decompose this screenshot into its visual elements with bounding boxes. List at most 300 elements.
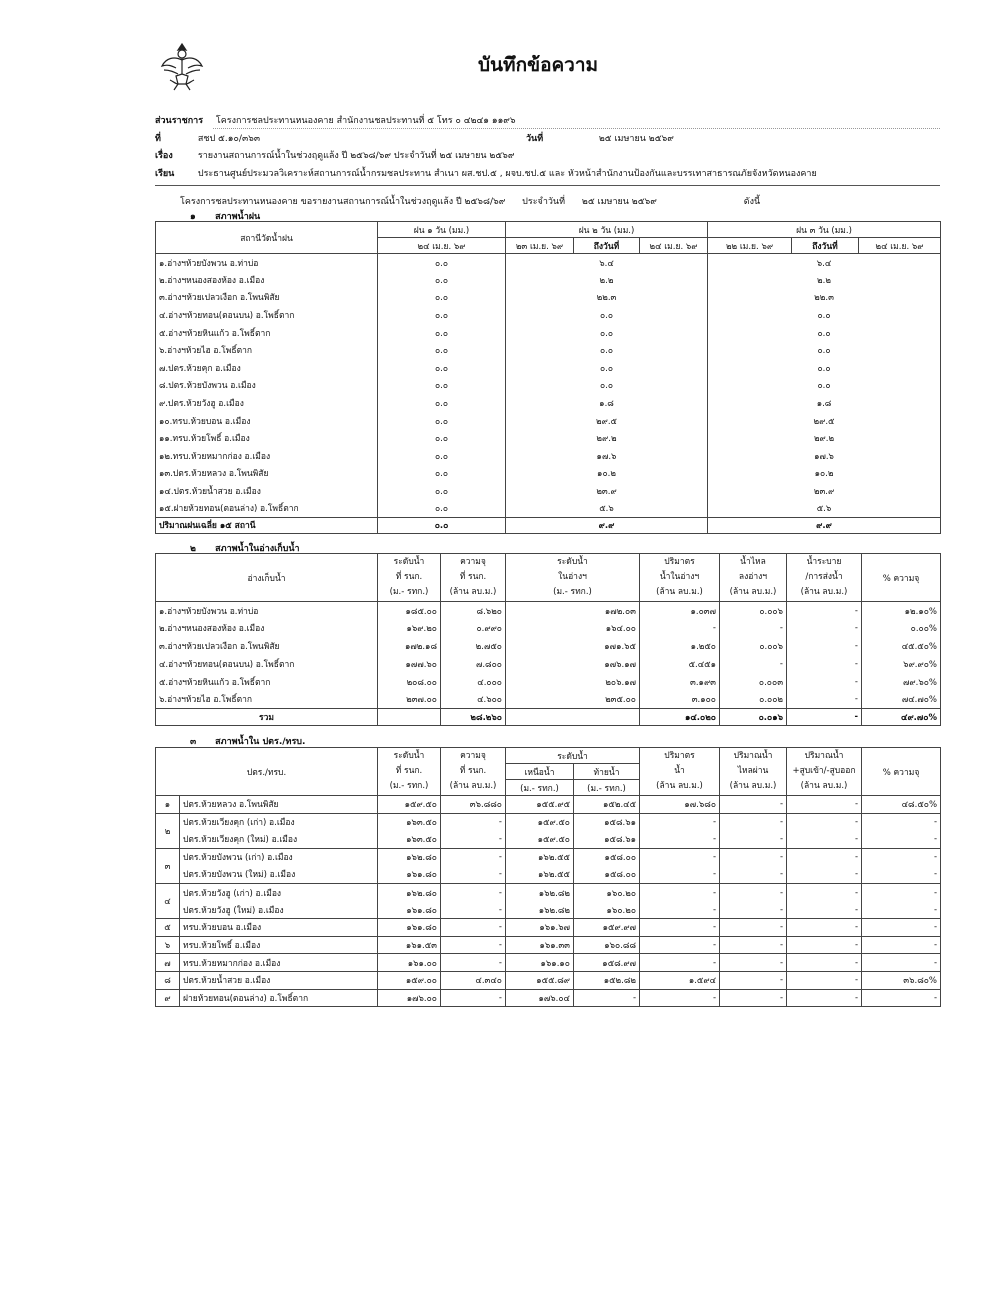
gates-cell: ๑๕๘.๙๗	[574, 954, 640, 972]
reservoir-cell: ๐.๐๐%	[862, 619, 941, 637]
reservoir-header-text: น้ำในอ่างฯ	[659, 572, 700, 582]
reservoir-table	[155, 553, 941, 726]
reservoir-cell: ๕.๔๕๑	[640, 655, 720, 673]
gates-cell: -	[720, 971, 787, 989]
reservoir-cell: ๒๐๖.๑๗	[506, 673, 640, 691]
rain-station-name: ๑๔.ปตร.ห้วยน้ำสวย อ.เมือง	[156, 482, 378, 500]
rain-2day-value: ๒๒.๓	[506, 289, 708, 307]
rain-header-2day: ฝน ๒ วัน (มม.)	[506, 222, 708, 238]
gates-cell: ๑๗๖.๐๔	[506, 989, 574, 1007]
rain-2day-value: ๕.๖	[506, 500, 708, 518]
rain-3day-value: ๒.๒	[708, 271, 941, 289]
reservoir-cell: ๓.๑๐๐	[640, 690, 720, 708]
reservoir-row	[156, 655, 941, 673]
reservoir-cell: ๑๘๕.๐๐	[378, 602, 441, 620]
gates-cell: -	[787, 883, 862, 901]
gates-row	[156, 919, 941, 937]
document-title: บันทึกข้อความ	[478, 54, 599, 76]
reservoir-cell: -	[720, 619, 787, 637]
reservoir-cell: -	[787, 602, 862, 620]
rain-row	[156, 377, 941, 395]
reservoir-header-pct: % ความจุ	[862, 554, 941, 602]
header-divider	[155, 185, 940, 186]
rain-station-name: ๑.อ่างฯห้วยบังพวน อ.ท่าบ่อ	[156, 254, 378, 272]
reservoir-header-text: ความจุ	[460, 557, 486, 567]
rain-1day-value: ๐.๐	[378, 500, 506, 518]
rain-1day-value: ๐.๐	[378, 359, 506, 377]
reservoir-header-text: (ล้าน ลบ.ม.)	[656, 587, 703, 597]
reservoir-row	[156, 619, 941, 637]
gates-header-text: +สูบเข้า/-สูบออก	[792, 766, 856, 776]
rain-2day-value: ๐.๐	[506, 341, 708, 359]
gates-cell: ๑๖๐.๒๐	[574, 883, 640, 901]
gates-header-text: (ม.- รทก.)	[389, 781, 429, 791]
reservoir-total-cell: ๒๘.๒๖๐	[441, 708, 506, 725]
gates-cell: -	[441, 936, 506, 954]
gates-cell: -	[862, 813, 941, 831]
gates-cell: -	[441, 848, 506, 866]
reservoir-cell: ๑๗๑.๖๕	[506, 637, 640, 655]
rain-row	[156, 412, 941, 430]
gates-group-number: ๙	[156, 989, 180, 1007]
gates-cell: ๑๖๑.๕๓	[378, 936, 441, 954]
rain-row	[156, 324, 941, 342]
rain-header-date: ๒๔ เม.ย. ๖๙	[640, 238, 708, 254]
reservoir-name: ๕.อ่างฯห้วยหินแก้ว อ.โพธิ์ตาก	[156, 673, 378, 691]
reservoir-cell: ๒๐๘.๐๐	[378, 673, 441, 691]
gates-cell: -	[862, 866, 941, 884]
gates-header-text: ไหลผ่าน	[737, 766, 769, 776]
gates-cell: -	[862, 831, 941, 849]
rain-row	[156, 500, 941, 518]
gates-row	[156, 936, 941, 954]
rain-3day-value: ๑๐.๒	[708, 465, 941, 483]
rain-1day-value: ๐.๐	[378, 254, 506, 272]
rain-3day-value: ๑๗.๖	[708, 447, 941, 465]
intro-suffix: ดังนี้	[743, 197, 761, 207]
rain-3day-value: ๖.๔	[708, 254, 941, 272]
gates-cell: ๑๕๙.๕๐	[506, 813, 574, 831]
reservoir-cell: ๑๗๖.๑๗	[506, 655, 640, 673]
gates-cell: -	[720, 831, 787, 849]
reservoir-row	[156, 602, 941, 620]
rain-station-name: ๗.ปตร.ห้วยคุก อ.เมือง	[156, 359, 378, 377]
rain-station-name: ๑๒.ทรบ.ห้วยหมากก่อง อ.เมือง	[156, 447, 378, 465]
rain-2day-value: ๐.๐	[506, 306, 708, 324]
rain-2day-value: ๐.๐	[506, 324, 708, 342]
gates-cell: -	[787, 954, 862, 972]
gates-cell: -	[441, 813, 506, 831]
gates-cell: ๔.๓๔๐	[441, 971, 506, 989]
agency-value: โครงการชลประทานหนองคาย สำนักงานชลประทานที่ ๕ โทร ๐ ๔๒๔๑ ๑๑๙๖	[215, 116, 516, 126]
date-value: ๒๕ เมษายน ๒๕๖๙	[598, 134, 674, 144]
reservoir-header-name: อ่างเก็บน้ำ	[156, 554, 378, 602]
reservoir-name: ๖.อ่างฯห้วยไฮ อ.โพธิ์ตาก	[156, 690, 378, 708]
reservoir-cell: -	[787, 690, 862, 708]
reservoir-header-text: /การส่งน้ำ	[805, 572, 843, 582]
gates-cell: -	[720, 883, 787, 901]
section-rain-number: ๑	[190, 212, 196, 222]
section-gates-title: สภาพน้ำใน ปตร./ทรบ.	[215, 737, 306, 747]
rain-header-1day: ฝน ๑ วัน (มม.)	[378, 222, 506, 238]
gates-cell: ๑๕๘.๖๑	[574, 831, 640, 849]
rain-3day-value: ๑.๘	[708, 394, 941, 412]
gates-name: ปตร.ห้วยเวียงคุก (ใหม่) อ.เมือง	[180, 831, 378, 849]
reservoir-cell: ๓.๑๙๓	[640, 673, 720, 691]
gates-cell: -	[787, 813, 862, 831]
rain-row	[156, 254, 941, 272]
gates-group-number: ๕	[156, 919, 180, 937]
rain-header-date: ๒๒ เม.ย. ๖๙	[708, 238, 792, 254]
reservoir-cell: ๑.๐๓๗	[640, 602, 720, 620]
gates-cell: -	[441, 866, 506, 884]
gates-cell: ๑๖๒.๘๒	[506, 901, 574, 919]
gates-name: ทรบ.ห้วยโพธิ์ อ.เมือง	[180, 936, 378, 954]
reservoir-cell: ๔.๖๐๐	[441, 690, 506, 708]
rain-row	[156, 482, 941, 500]
gates-row	[156, 954, 941, 972]
reservoir-total-label: รวม	[156, 708, 378, 725]
reservoir-header-text: ลงอ่างฯ	[738, 572, 768, 582]
gates-cell: ๔๘.๕๐%	[862, 796, 941, 814]
rain-1day-value: ๐.๐	[378, 306, 506, 324]
gates-row	[156, 901, 941, 919]
rain-2day-value: ๖.๔	[506, 254, 708, 272]
gates-header-text: ระดับน้ำ	[393, 751, 425, 761]
gates-cell: -	[574, 989, 640, 1007]
intro-date-value: ๒๕ เมษายน ๒๕๖๙	[581, 197, 657, 207]
gates-header-waterlevel: ระดับน้ำ	[506, 748, 640, 764]
gates-cell: -	[720, 936, 787, 954]
reservoir-cell: ๒๓๕.๐๐	[506, 690, 640, 708]
gates-cell: -	[787, 919, 862, 937]
subject-value: รายงานสถานการณ์น้ำในช่วงฤดูแล้ง ปี ๒๕๖๘/๖๙ ประจำวันที่ ๒๕ เมษายน ๒๕๖๙	[197, 151, 515, 161]
intro-text: โครงการชลประทานหนองคาย ขอรายงานสถานการณ์น้ำในช่วงฤดูแล้ง ปี ๒๕๖๘/๖๙	[180, 197, 506, 207]
rain-row	[156, 289, 941, 307]
gates-cell: -	[720, 989, 787, 1007]
rain-average-value: ๙.๙	[708, 517, 941, 533]
gates-cell: -	[862, 919, 941, 937]
reservoir-cell: ๐.๐๐๖	[720, 602, 787, 620]
rain-3day-value: ๐.๐	[708, 306, 941, 324]
reservoir-name: ๔.อ่างฯห้วยทอน(ตอนบน) อ.โพธิ์ตาก	[156, 655, 378, 673]
gates-cell: ๑๖๐.๒๐	[574, 901, 640, 919]
to-label: เรียน	[155, 169, 175, 179]
gates-cell: ๑๕๙.๕๐	[506, 831, 574, 849]
gates-cell: -	[441, 954, 506, 972]
reservoir-total-cell: ๐.๐๑๖	[720, 708, 787, 725]
gates-cell: -	[640, 813, 720, 831]
rain-2day-value: ๒.๒	[506, 271, 708, 289]
rain-1day-value: ๐.๐	[378, 412, 506, 430]
reservoir-total-cell	[378, 708, 441, 725]
rain-row	[156, 359, 941, 377]
gates-cell: ๑๕๕.๘๙	[506, 971, 574, 989]
section-rain-title: สภาพน้ำฝน	[215, 212, 261, 222]
reservoir-total-cell: ๑๔.๐๒๐	[640, 708, 720, 725]
gates-cell: -	[640, 901, 720, 919]
reservoir-cell: ๘.๖๒๐	[441, 602, 506, 620]
gates-cell: -	[720, 848, 787, 866]
gates-header-text: ความจุ	[460, 751, 486, 761]
gates-group-number: ๖	[156, 936, 180, 954]
gates-row	[156, 848, 941, 866]
gates-cell: -	[720, 796, 787, 814]
rain-2day-value: ๑๗.๖	[506, 447, 708, 465]
rain-station-name: ๔.อ่างฯห้วยทอน(ตอนบน) อ.โพธิ์ตาก	[156, 306, 378, 324]
gates-row	[156, 883, 941, 901]
gates-cell: ๑๖๒.๘๐	[378, 848, 441, 866]
gates-cell: -	[862, 989, 941, 1007]
rain-station-name: ๙.ปตร.ห้วยวังฮู อ.เมือง	[156, 394, 378, 412]
gates-cell: ๑๖๑.๘๐	[378, 901, 441, 919]
rain-row	[156, 271, 941, 289]
reservoir-cell: ๔.๐๐๐	[441, 673, 506, 691]
rain-station-name: ๑๓.ปตร.ห้วยหลวง อ.โพนพิสัย	[156, 465, 378, 483]
rain-2day-value: ๒๓.๙	[506, 482, 708, 500]
gates-row	[156, 989, 941, 1007]
rain-station-name: ๒.อ่างฯหนองสองห้อง อ.เมือง	[156, 271, 378, 289]
rain-average-row	[156, 517, 941, 533]
rain-station-name: ๕.อ่างฯห้วยหินแก้ว อ.โพธิ์ตาก	[156, 324, 378, 342]
rain-row	[156, 341, 941, 359]
date-label: วันที่	[526, 134, 544, 144]
gates-cell: -	[862, 936, 941, 954]
gates-cell: ๑๖๓.๕๐	[378, 813, 441, 831]
reservoir-header-text: (ล้าน ลบ.ม.)	[449, 587, 497, 597]
rain-row	[156, 447, 941, 465]
reservoir-total-cell: ๔๙.๗๐%	[862, 708, 941, 725]
reservoir-cell: -	[787, 619, 862, 637]
intro-line	[180, 194, 774, 208]
gates-header-upstream-unit: (ม.- รทก.)	[506, 780, 574, 796]
reservoir-cell: ๑๖๔.๐๐	[506, 619, 640, 637]
gates-cell: ๑๗.๖๘๐	[640, 796, 720, 814]
gates-cell: ๑๕๘.๐๐	[574, 848, 640, 866]
gates-cell: ๑๖๑.๑๐	[506, 954, 574, 972]
gates-cell: -	[640, 866, 720, 884]
subject-line	[155, 148, 514, 162]
gates-row	[156, 813, 941, 831]
rain-average-label: ปริมาณฝนเฉลี่ย ๑๕ สถานี	[156, 517, 378, 533]
gates-header-text: ปริมาตร	[664, 751, 695, 761]
agency-label: ส่วนราชการ	[155, 116, 204, 126]
gates-header-text: (ล้าน ลบ.ม.)	[800, 781, 848, 791]
gates-cell: -	[787, 796, 862, 814]
gates-cell: ๑๖๑.๐๐	[378, 954, 441, 972]
rain-station-name: ๖.อ่างฯห้วยไฮ อ.โพธิ์ตาก	[156, 341, 378, 359]
gates-group-number: ๓	[156, 848, 180, 883]
reservoir-cell: ๑๗๒.๐๓	[506, 602, 640, 620]
gates-cell: -	[720, 919, 787, 937]
gates-cell: ๑๖๒.๕๕	[506, 866, 574, 884]
reservoir-cell: ๗๔.๗๐%	[862, 690, 941, 708]
rain-1day-value: ๐.๐	[378, 341, 506, 359]
gates-cell: -	[640, 831, 720, 849]
rain-header-date: ๒๔ เม.ย. ๖๙	[859, 238, 941, 254]
rain-1day-value: ๐.๐	[378, 289, 506, 307]
reservoir-cell: ๑๗๗.๖๐	[378, 655, 441, 673]
gates-group-number: ๘	[156, 971, 180, 989]
gates-name: ปตร.ห้วยหลวง อ.โพนพิสัย	[180, 796, 378, 814]
gates-name: ปตร.ห้วยบังพวน (ใหม่) อ.เมือง	[180, 866, 378, 884]
gates-cell: ๑.๕๙๔	[640, 971, 720, 989]
rain-2day-value: ๐.๐	[506, 377, 708, 395]
gates-header-text: ที่ รนก.	[459, 766, 487, 776]
reservoir-total-cell	[506, 708, 640, 725]
reservoir-cell: -	[787, 637, 862, 655]
date-line	[526, 131, 674, 145]
gates-cell: ๑๕๙.๙๗	[574, 919, 640, 937]
gates-cell: ๑๖๒.๕๕	[506, 848, 574, 866]
gates-cell: -	[862, 848, 941, 866]
reservoir-cell: ๐.๙๙๐	[441, 619, 506, 637]
gates-header-upstream: เหนือน้ำ	[506, 764, 574, 780]
ref-line	[155, 131, 260, 145]
rain-station-name: ๑๑.ทรบ.ห้วยโพธิ์ อ.เมือง	[156, 429, 378, 447]
gates-cell: -	[720, 954, 787, 972]
rain-3day-value: ๐.๐	[708, 341, 941, 359]
reservoir-header-text: (ม.- รทก.)	[553, 587, 592, 597]
gates-cell: -	[862, 883, 941, 901]
gates-cell: ๑๖๐.๘๘	[574, 936, 640, 954]
rain-3day-value: ๐.๐	[708, 359, 941, 377]
gates-cell: -	[441, 831, 506, 849]
gates-cell: -	[720, 866, 787, 884]
rain-3day-value: ๒๓.๙	[708, 482, 941, 500]
ref-label: ที่	[155, 134, 161, 144]
reservoir-header-text: (ม.- รทก.)	[389, 587, 429, 597]
to-line	[155, 166, 817, 180]
rain-1day-value: ๐.๐	[378, 447, 506, 465]
gates-cell: -	[787, 971, 862, 989]
section-reservoir-number: ๒	[190, 544, 196, 554]
gates-cell: -	[441, 883, 506, 901]
gates-cell: ๑๕๘.๖๑	[574, 813, 640, 831]
gates-cell: -	[640, 919, 720, 937]
gates-header-name: ปตร./ทรบ.	[156, 748, 378, 796]
rain-average-value: ๙.๙	[506, 517, 708, 533]
reservoir-header-text: น้ำระบาย	[806, 557, 842, 567]
reservoir-header-text: (ล้าน ลบ.ม.)	[729, 587, 777, 597]
rain-table	[155, 221, 941, 534]
ref-value: สชป ๕.๑๐/๓๖๓	[197, 134, 260, 144]
gates-cell: -	[720, 901, 787, 919]
rain-1day-value: ๐.๐	[378, 465, 506, 483]
rain-3day-value: ๕.๖	[708, 500, 941, 518]
reservoir-cell: ๑๗๒.๑๘	[378, 637, 441, 655]
gates-cell: ๑๕๙.๐๐	[378, 971, 441, 989]
gates-cell: ๓๖.๘๐%	[862, 971, 941, 989]
rain-1day-value: ๐.๐	[378, 429, 506, 447]
rain-1day-value: ๐.๐	[378, 324, 506, 342]
rain-1day-value: ๐.๐	[378, 482, 506, 500]
reservoir-cell: ๑.๒๕๐	[640, 637, 720, 655]
reservoir-cell: ๖๙.๙๐%	[862, 655, 941, 673]
reservoir-name: ๑.อ่างฯห้วยบังพวน อ.ท่าบ่อ	[156, 602, 378, 620]
reservoir-header-text: ปริมาตร	[664, 557, 695, 567]
gates-cell: ๑๖๑.๘๐	[378, 866, 441, 884]
gates-cell: -	[441, 989, 506, 1007]
to-value: ประธานศูนย์ประมวลวิเคราะห์สถานการณ์น้ำกรมชลประทาน สำเนา ผส.ชป.๕ , ผจบ.ชป.๕ และ หัวหน้าสำนักงานป้องกันและบรรเทาสาธารณภัยจังหวัดหนองคาย	[197, 169, 817, 179]
rain-3day-value: ๒๙.๕	[708, 412, 941, 430]
gates-cell: ๑๕๕.๙๕	[506, 796, 574, 814]
gates-cell: ๓๖.๘๘๐	[441, 796, 506, 814]
rain-header-date: ๒๓ เม.ย. ๖๙	[506, 238, 574, 254]
gates-cell: -	[640, 954, 720, 972]
rain-1day-value: ๐.๐	[378, 394, 506, 412]
gates-group-number: ๗	[156, 954, 180, 972]
rain-header-3day: ฝน ๓ วัน (มม.)	[708, 222, 941, 238]
reservoir-cell: -	[787, 673, 862, 691]
rain-2day-value: ๒๙.๒	[506, 429, 708, 447]
section-gates-heading	[190, 734, 305, 748]
gates-cell: ๑๖๒.๘๒	[506, 883, 574, 901]
gates-cell: -	[787, 831, 862, 849]
reservoir-cell: ๑๖๙.๒๐	[378, 619, 441, 637]
section-gates-number: ๓	[190, 737, 197, 747]
gates-cell: -	[787, 848, 862, 866]
reservoir-cell: -	[787, 655, 862, 673]
gates-cell: -	[787, 866, 862, 884]
gates-cell: -	[787, 901, 862, 919]
rain-station-name: ๓.อ่างฯห้วยเปลวเงือก อ.โพนพิสัย	[156, 289, 378, 307]
rain-3day-value: ๐.๐	[708, 324, 941, 342]
reservoir-cell: ๑๒.๑๐%	[862, 602, 941, 620]
rain-average-value: ๐.๐	[378, 517, 506, 533]
gates-row	[156, 796, 941, 814]
gates-row	[156, 971, 941, 989]
gates-cell: -	[640, 936, 720, 954]
rain-station-name: ๘.ปตร.ห้วยบังพวน อ.เมือง	[156, 377, 378, 395]
gates-cell: -	[787, 936, 862, 954]
intro-date-label: ประจำวันที่	[522, 197, 566, 207]
gates-group-number: ๑	[156, 796, 180, 814]
gates-cell: ๑๕๙.๕๐	[378, 796, 441, 814]
reservoir-header-text: ระดับน้ำ	[393, 557, 425, 567]
gates-cell: ๑๗๖.๐๐	[378, 989, 441, 1007]
gates-cell: ๑๖๑.๓๓	[506, 936, 574, 954]
rain-2day-value: ๑.๘	[506, 394, 708, 412]
reservoir-cell: ๐.๐๐๓	[720, 673, 787, 691]
rain-2day-value: ๒๙.๕	[506, 412, 708, 430]
reservoir-header-text: ในอ่างฯ	[558, 572, 587, 582]
agency-line	[155, 113, 940, 127]
gates-cell: -	[640, 848, 720, 866]
rain-3day-value: ๒๒.๓	[708, 289, 941, 307]
gates-cell: ๑๖๑.๘๐	[378, 919, 441, 937]
gates-name: ปตร.ห้วยเวียงคุก (เก่า) อ.เมือง	[180, 813, 378, 831]
rain-header-to: ถึงวันที่	[574, 238, 640, 254]
gates-row	[156, 831, 941, 849]
reservoir-total-row	[156, 708, 941, 725]
gates-header-pct: % ความจุ	[862, 748, 941, 796]
gates-name: ปตร.ห้วยวังฮู (เก่า) อ.เมือง	[180, 883, 378, 901]
rain-header-to: ถึงวันที่	[792, 238, 859, 254]
gates-cell: -	[441, 901, 506, 919]
reservoir-header-text: น้ำไหล	[740, 557, 766, 567]
rain-3day-value: ๒๙.๒	[708, 429, 941, 447]
gates-name: ทรบ.ห้วยบอน อ.เมือง	[180, 919, 378, 937]
gates-name: ปตร.ห้วยน้ำสวย อ.เมือง	[180, 971, 378, 989]
reservoir-header-text: ระดับน้ำ	[557, 557, 588, 567]
gates-header-text: ปริมาณน้ำ	[733, 751, 773, 761]
gates-cell: ๑๕๘.๐๐	[574, 866, 640, 884]
gates-cell: -	[640, 989, 720, 1007]
gates-group-number: ๔	[156, 883, 180, 918]
gates-header-text: ปริมาณน้ำ	[804, 751, 844, 761]
rain-3day-value: ๐.๐	[708, 377, 941, 395]
